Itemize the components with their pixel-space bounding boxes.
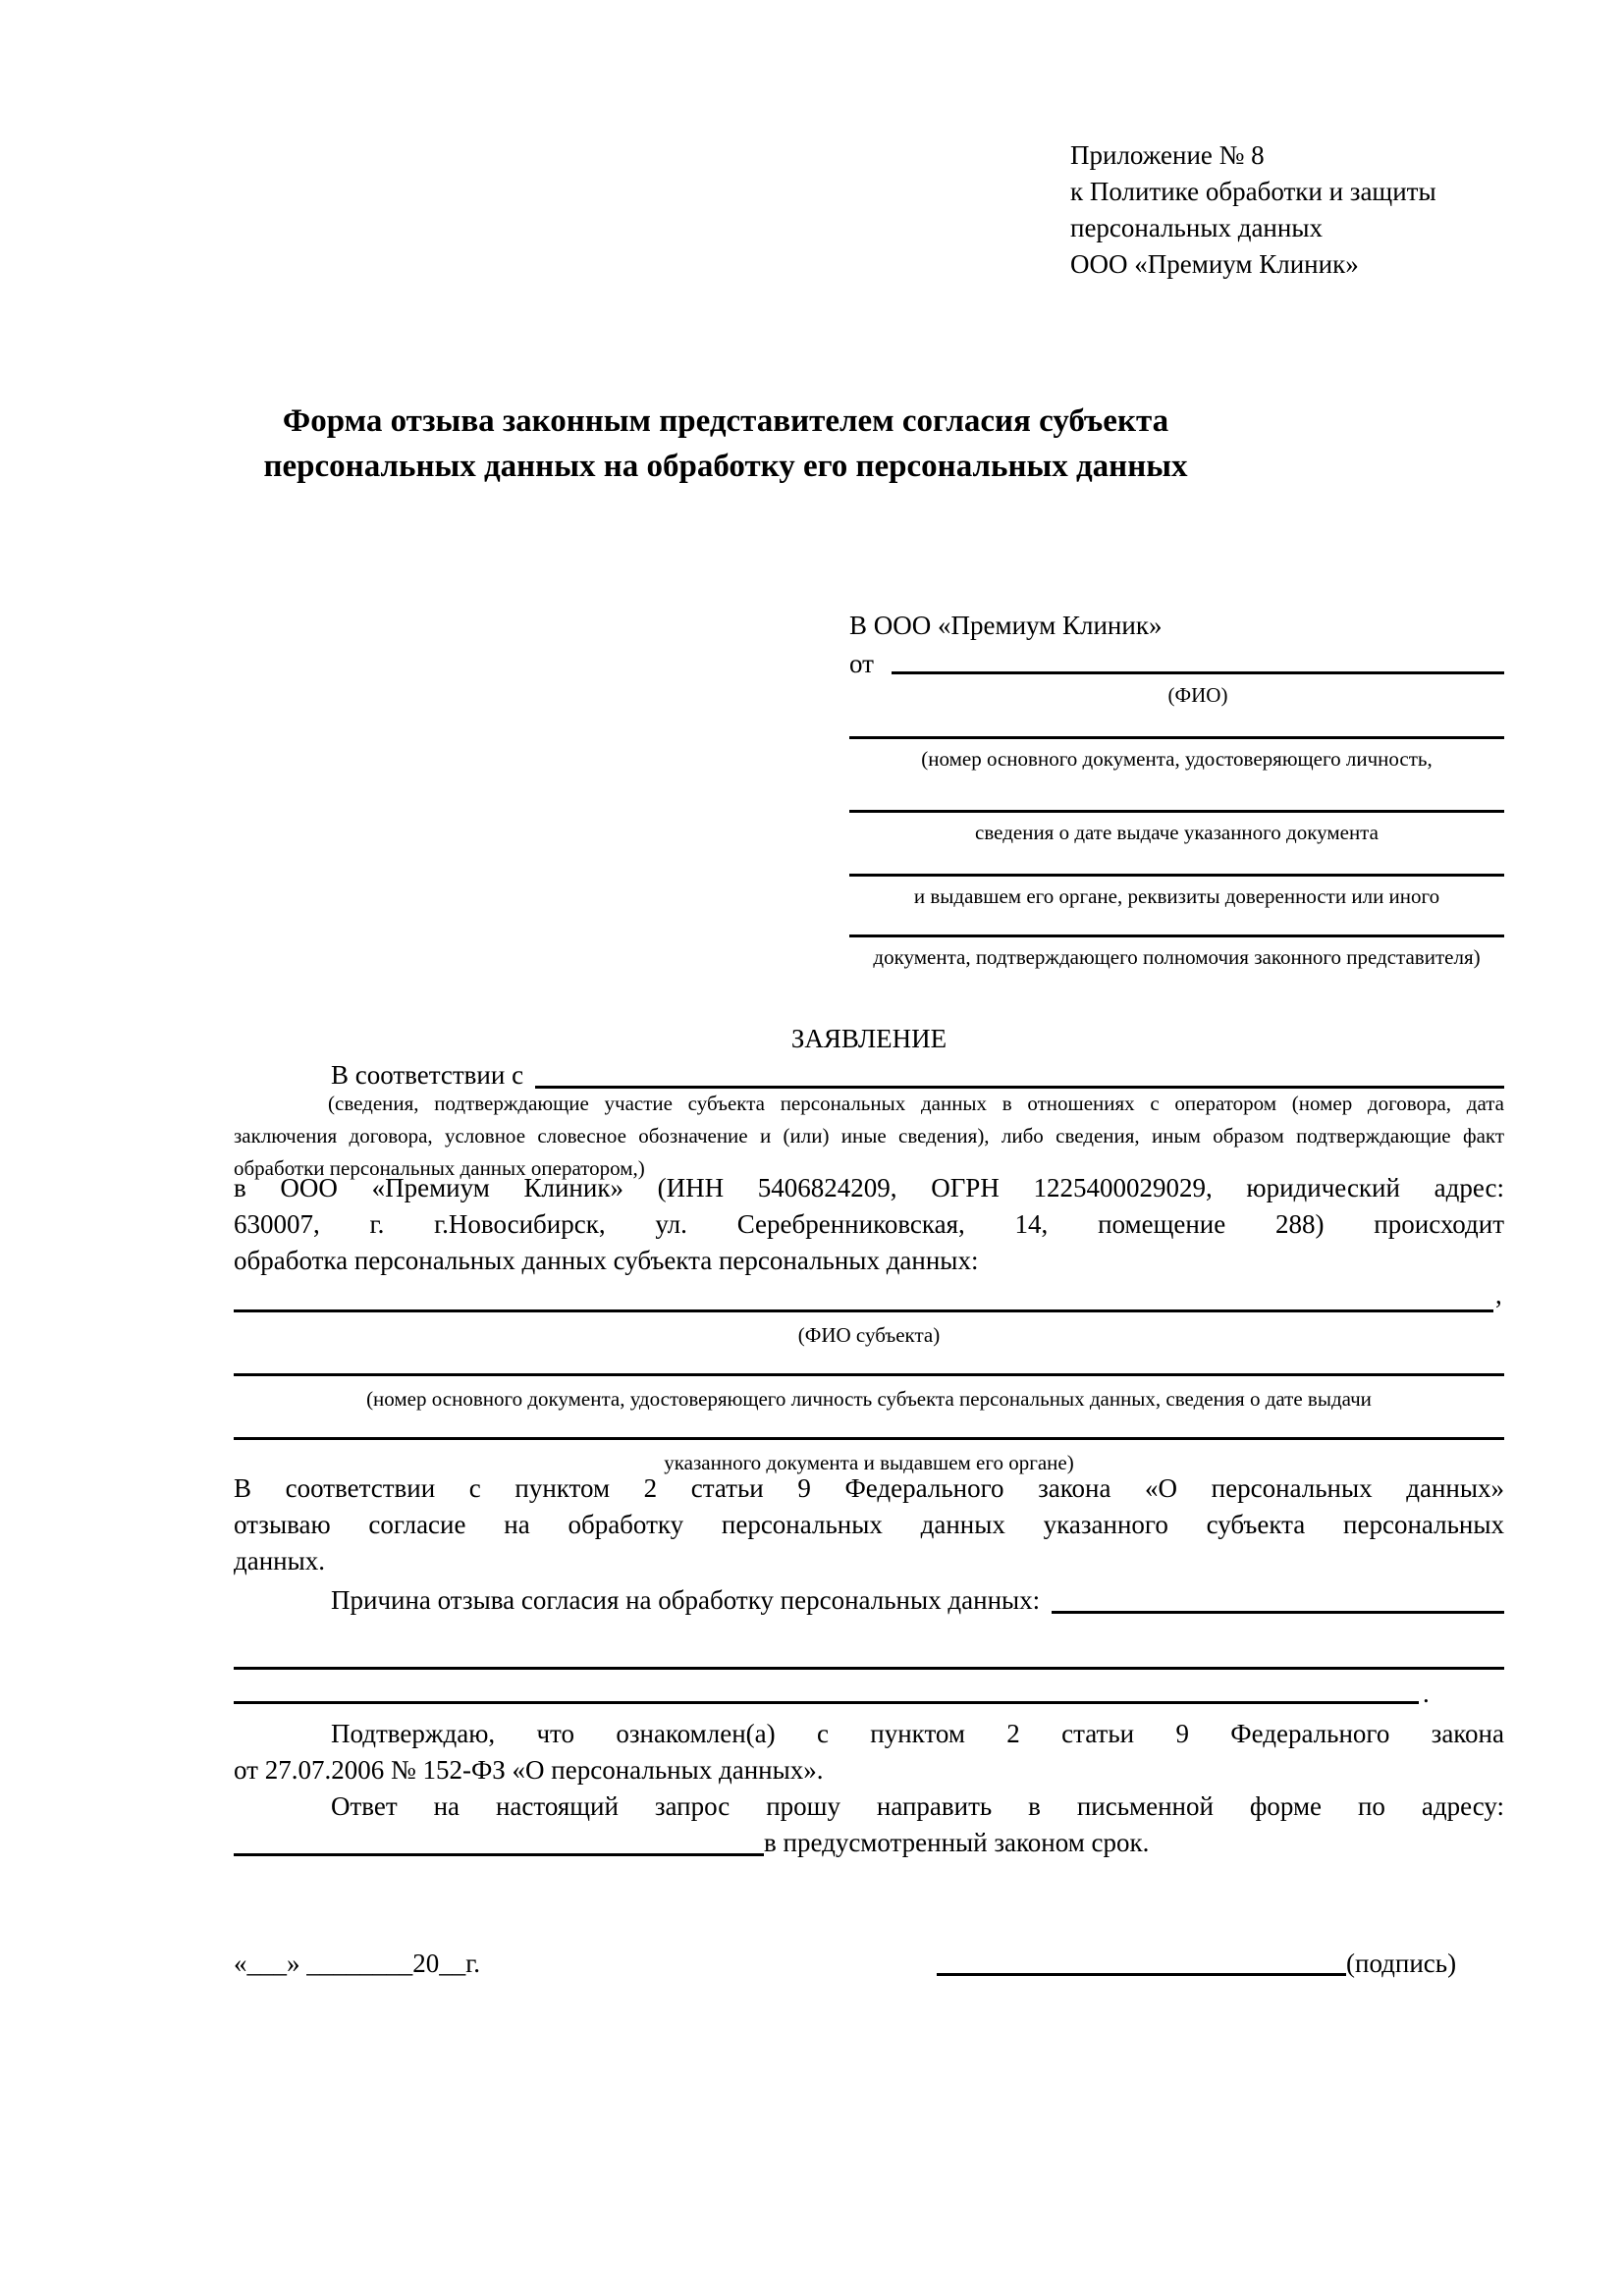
withdraw-line: отзываю согласие на обработку персональных данных указанного субъекта персональных (234, 1510, 1504, 1539)
confirm-paragraph (234, 1716, 1504, 1789)
operator-line: 630007, г. г.Новосибирск, ул. Серебренниковская, 14, помещение 288) происходит (234, 1209, 1504, 1239)
subject-document-blank (234, 1373, 1504, 1376)
subject-document-caption-2: указанного документа и выдавшем его органе) (664, 1451, 1074, 1474)
document-number-blank (849, 736, 1504, 739)
subject-fio-suffix: , (1495, 1280, 1502, 1309)
fio-caption: (ФИО) (1167, 683, 1228, 707)
reason-blank-suffix: . (1423, 1679, 1430, 1708)
appendix-line: персональных данных (1070, 213, 1323, 242)
issue-date-blank (849, 810, 1504, 813)
issuing-authority-caption: и выдавшем его органе, реквизиты доверенности или иного (913, 884, 1440, 908)
addressee-from-label: от (849, 649, 874, 678)
note-line: обработки персональных данных оператором,) (234, 1156, 645, 1180)
from-name-blank (892, 671, 1504, 674)
reply-address-row (234, 1825, 1504, 1861)
operator-paragraph (234, 1170, 1504, 1279)
signature-blank (937, 1973, 1346, 1976)
reply-line: Ответ на настоящий запрос прошу направить в письменной форме по адресу: (331, 1791, 1504, 1821)
subject-fio-blank (234, 1309, 1493, 1312)
reason-label: Причина отзыва согласия на обработку персональных данных: (331, 1585, 1041, 1615)
operator-line: в ООО «Премиум Клиник» (ИНН 5406824209, ОГРН 1225400029029, юридический адрес: (234, 1173, 1504, 1202)
intro-label: В соответствии с (331, 1060, 524, 1090)
reply-address-blank (234, 1853, 764, 1856)
date-line: «___» ________20__г. (234, 1949, 481, 1978)
signature-caption: (подпись) (1346, 1949, 1457, 1978)
confirm-line: Подтверждаю, что ознакомлен(а) с пунктом 2 статьи 9 Федерального закона (331, 1719, 1504, 1748)
subject-document-caption: (номер основного документа, удостоверяющего личность субъекта персональных данных, сведения о дате выдачи (366, 1387, 1372, 1411)
issuing-authority-blank (849, 874, 1504, 877)
reply-line-2-text: в предусмотренный законом срок. (764, 1828, 1150, 1857)
document-number-caption: (номер основного документа, удостоверяющего личность, (921, 747, 1433, 771)
representative-authority-caption: документа, подтверждающего полномочия законного представителя) (873, 945, 1481, 969)
reason-blank-line-1 (234, 1667, 1504, 1670)
appendix-block (1070, 137, 1522, 283)
statement-heading: ЗАЯВЛЕНИЕ (790, 1024, 947, 1053)
withdraw-line: данных. (234, 1546, 326, 1575)
appendix-line: к Политике обработки и защиты (1070, 177, 1436, 206)
reply-paragraph (234, 1789, 1504, 1861)
issue-date-caption: сведения о дате выдаче указанного документа (975, 821, 1379, 844)
subject-document-blank-2 (234, 1437, 1504, 1440)
note-line: заключения договора, условное словесное обозначение и (или) иные сведения), либо сведения, иным образом подтверждающие факт (234, 1124, 1504, 1148)
appendix-line: ООО «Премиум Клиник» (1070, 249, 1359, 279)
appendix-line: Приложение № 8 (1070, 140, 1265, 170)
representative-authority-blank (849, 934, 1504, 937)
operator-line: обработка персональных данных субъекта персональных данных: (234, 1246, 979, 1275)
note-line: (сведения, подтверждающие участие субъекта персональных данных в отношениях с оператором (номер договора, дата (328, 1092, 1504, 1115)
subject-fio-caption: (ФИО субъекта) (797, 1323, 941, 1347)
reason-blank (1052, 1611, 1504, 1614)
withdraw-line: В соответствии с пунктом 2 статьи 9 Федерального закона «О персональных данных» (234, 1473, 1504, 1503)
addressee-org: В ООО «Премиум Клиник» (849, 611, 1163, 640)
confirm-line: от 27.07.2006 № 152-ФЗ «О персональных данных». (234, 1755, 824, 1785)
reason-blank-line-2 (234, 1701, 1419, 1704)
title-line: Форма отзыва законным представителем согласия субъекта (282, 403, 1169, 439)
reason-row (234, 1582, 1504, 1619)
withdraw-paragraph (234, 1470, 1504, 1579)
title-line: персональных данных на обработку его персональных данных (263, 449, 1188, 484)
document-title (234, 399, 1218, 489)
